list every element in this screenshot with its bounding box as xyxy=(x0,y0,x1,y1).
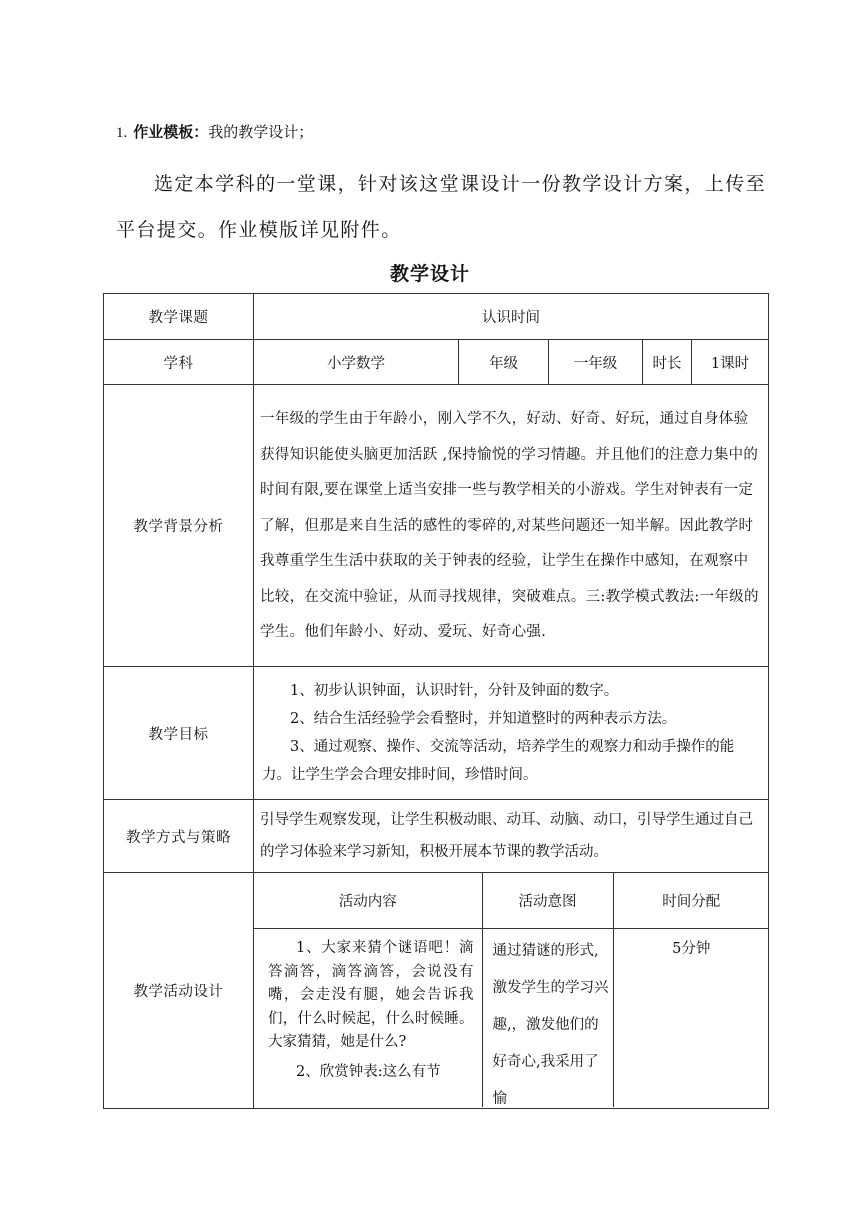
goals-row xyxy=(104,667,769,800)
teaching-design-table xyxy=(103,293,769,1109)
activity-cell xyxy=(254,873,769,1109)
activity-label: 教学活动设计 xyxy=(104,873,254,1109)
instructions-paragraph: 选定本学科的一堂课，针对该这堂课设计一份教学设计方案，上传至平台提交。作业模版详见附件。 xyxy=(116,173,767,241)
grade-label: 年级 xyxy=(459,340,549,385)
background-label: 教学背景分析 xyxy=(104,385,254,667)
activity-time-cell xyxy=(613,929,769,1108)
activity-content-header: 活动内容 xyxy=(254,873,482,929)
subject-row xyxy=(104,340,769,385)
assignment-heading xyxy=(116,122,313,143)
strategy-text: 引导学生观察发现，让学生积极动眼、动耳、动脑、动口，引导学生通过自己的学习体验来学习新知，积极开展本节课的教学活动。 xyxy=(254,800,769,873)
document-title: 教学设计 xyxy=(389,263,470,285)
goal-item: 2、结合生活经验学会看整时，并知道整时的两种表示方法。 xyxy=(290,711,677,727)
heading-rest: 我的教学设计； xyxy=(208,123,314,141)
background-text: 一年级的学生由于年龄小，刚入学不久，好动、好奇、好玩，通过自身体验获得知识能使头脑更加活跃 ,保持愉悦的学习情趣。并且他们的注意力集中的时间有限,要在课堂上适当安排一些与教学相关的小游戏。学生对钟表有一定了解，但那是来自生活的感性的零碎的,对某些问题还一知半解。因此教学时我尊重学生生活中获取的关于钟表的经验，让学生在操作中感知，在观察中比较，在交流中验证，从而寻找规律，突破难点。三:教学模式教法:一年级的学生。他们年龄小、好动、爱玩、好奇心强. xyxy=(254,385,769,667)
goals-cell xyxy=(254,667,769,800)
activity-intent-cell xyxy=(482,929,613,1108)
duration-value: 1课时 xyxy=(692,340,769,385)
goals-label: 教学目标 xyxy=(104,667,254,800)
duration-label: 时长 xyxy=(643,340,692,385)
grade-value: 一年级 xyxy=(549,340,643,385)
activity-content-item: 1、大家来猜个谜语吧！滴答滴答，滴答滴答，会说没有嘴，会走没有腿，她会告诉我们，什么时候起，什么时候睡。大家猜猜，她是什么? xyxy=(268,940,474,1050)
activity-header-row xyxy=(254,873,769,929)
activity-time-text: 5分钟 xyxy=(672,941,711,957)
activity-inner-table xyxy=(254,873,769,1107)
heading-number: 1. xyxy=(116,125,128,141)
heading-bold-label: 作业模板： xyxy=(133,123,209,141)
activity-row xyxy=(104,873,769,1109)
subject-label: 学科 xyxy=(104,340,254,385)
topic-label: 教学课题 xyxy=(104,294,254,340)
activity-content-item: 2、欣赏钟表:这么有节 xyxy=(296,1063,441,1080)
activity-body-row xyxy=(254,929,769,1108)
strategy-row xyxy=(104,800,769,873)
activity-intent-header: 活动意图 xyxy=(482,873,613,929)
background-row xyxy=(104,385,769,667)
goal-item: 3、通过观察、操作、交流等活动，培养学生的观察力和动手操作的能力。让学生学会合理安排时间，珍惜时间。 xyxy=(262,739,735,783)
activity-intent-text: 通过猜谜的形式,激发学生的学习兴趣,，激发他们的好奇心,我采用了愉 xyxy=(492,943,609,1107)
activity-time-header: 时间分配 xyxy=(613,873,769,929)
activity-content-cell xyxy=(254,929,482,1108)
goal-item: 1、初步认识钟面，认识时针，分针及钟面的数字。 xyxy=(290,683,619,699)
topic-value: 认识时间 xyxy=(254,294,769,340)
topic-row xyxy=(104,294,769,340)
strategy-label: 教学方式与策略 xyxy=(104,800,254,873)
subject-value: 小学数学 xyxy=(254,340,459,385)
